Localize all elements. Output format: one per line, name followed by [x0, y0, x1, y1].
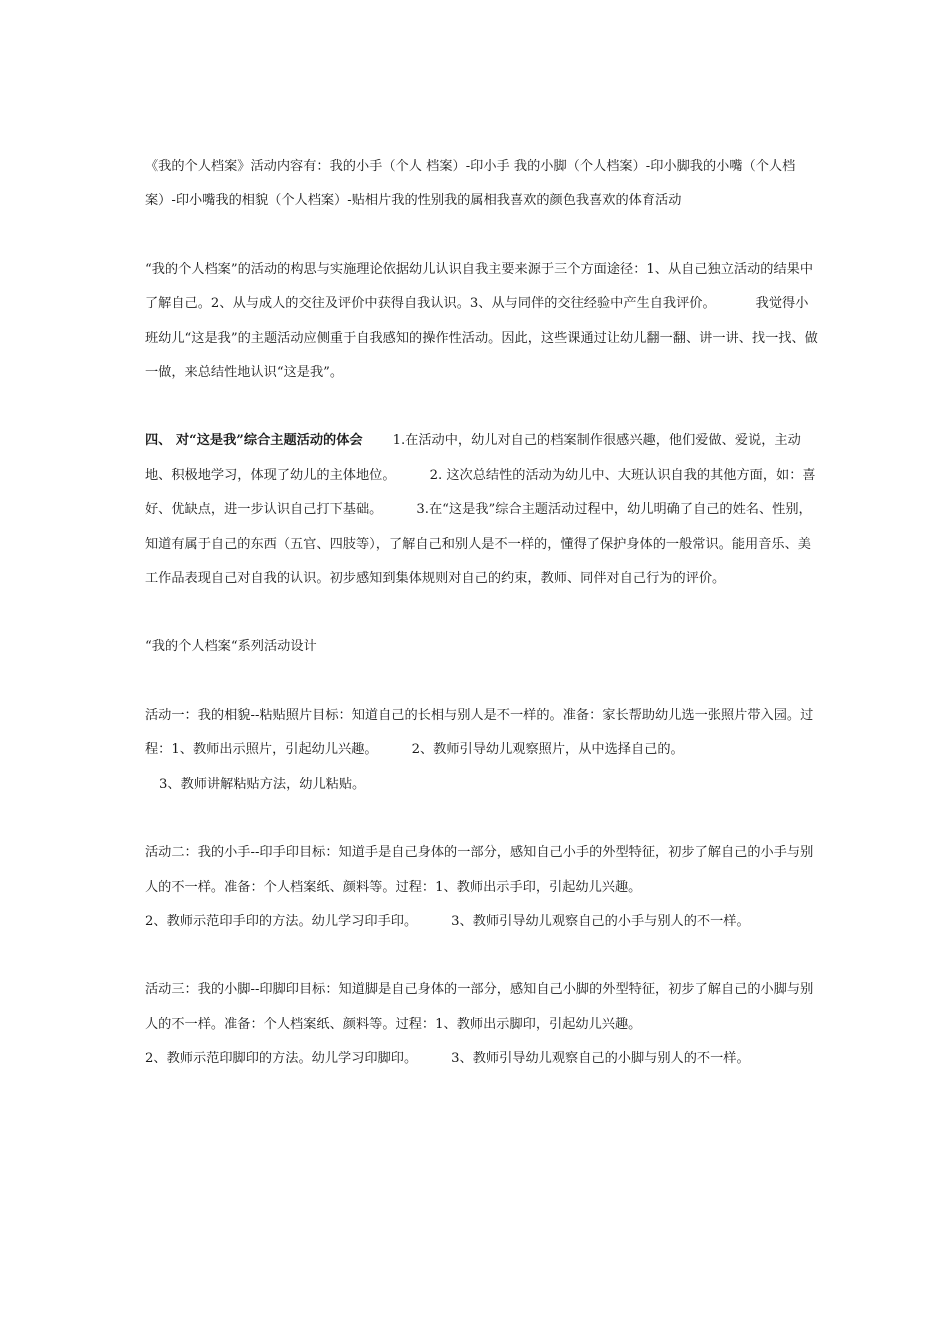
activity-2-step-3: 3、教师引导幼儿观察自己的小手与别人的不一样。 [451, 913, 750, 929]
reflection-point-1: 1.在活动中，幼儿对自己的档案制作很感兴趣，他们爱做、爱说，主动地、积极地学习，体现了幼儿的主体地位。 [145, 433, 801, 483]
activity-1-step-2: 2、教师引导幼儿观察照片，从中选择自己的。 [411, 742, 684, 758]
paragraph-activity-3 [145, 973, 820, 1076]
activity-contents-text: 《我的个人档案》活动内容有：我的小手（个人 档案）-印小手 我的小脚（个人档案）-印小脚我的小嘴（个人档案）-印小嘴我的相貌（个人档案）-贴相片我的性别我的属相我喜欢的颜色我喜欢的体育活动 [145, 159, 796, 209]
paragraph-activity-2 [145, 836, 820, 939]
series-title-text: “我的个人档案“系列活动设计 [145, 639, 317, 655]
activity-3-step-2: 2、教师示范印脚印的方法。幼儿学习印脚印。 [145, 1051, 418, 1067]
activity-3-text: 活动三：我的小脚--印脚印目标：知道脚是自己身体的一部分，感知自己小脚的外型特征，初步了解自己的小脚与别人的不一样。准备：个人档案纸、颜料等。过程：1、教师出示脚印，引起幼儿兴趣。 [145, 982, 814, 1032]
paragraph-series-title [145, 630, 820, 664]
activity-1-step-3: 3、教师讲解粘贴方法，幼儿粘贴。 [159, 776, 366, 792]
paragraph-reflections [145, 424, 820, 596]
reflection-point-2: 2. 这次总结性的活动为幼儿中、大班认识自我的其他方面，如：喜好、优缺点，进一步认识自己打下基础。 [145, 467, 816, 518]
theory-basis-text-2: 我觉得小班幼儿“这是我”的主题活动应侧重于自我感知的操作性活动。因此，这些课通过让幼儿翻一翻、讲一讲、找一找、做一做，来总结性地认识“这是我”。 [145, 296, 818, 381]
paragraph-activity-1 [145, 699, 820, 802]
reflection-point-3: 3.在“这是我”综合主题活动过程中，幼儿明确了自己的姓名、性别，知道有属于自己的东西（五官、四肢等），了解自己和别人是不一样的，懂得了保护身体的一般常识。能用音乐、美工作品表现自己对自我的认识。初步感知到集体规则对自己的约束，教师、同伴对自己行为的评价。 [145, 502, 812, 587]
activity-2-step-2: 2、教师示范印手印的方法。幼儿学习印手印。 [145, 913, 418, 929]
document-page [145, 150, 820, 1077]
paragraph-activity-contents [145, 150, 820, 219]
activity-1-text: 活动一：我的相貌--粘贴照片目标：知道自己的长相与别人是不一样的。准备：家长帮助幼儿选一张照片带入园。过程：1、教师出示照片，引起幼儿兴趣。 [145, 707, 814, 758]
activity-2-text: 活动二：我的小手--印手印目标：知道手是自己身体的一部分，感知自己小手的外型特征，初步了解自己的小手与别人的不一样。准备：个人档案纸、颜料等。过程：1、教师出示手印，引起幼儿兴趣。 [145, 845, 814, 895]
section-heading: 四、 对“这是我”综合主题活动的体会 [145, 433, 363, 449]
activity-3-step-3: 3、教师引导幼儿观察自己的小脚与别人的不一样。 [451, 1051, 750, 1067]
paragraph-theory-basis [145, 253, 820, 391]
theory-basis-text: “我的个人档案”的活动的构思与实施理论依据幼儿认识自我主要来源于三个方面途径：1、从自己独立活动的结果中了解自己。2、从与成人的交往及评价中获得自我认识。3、从与同伴的交往经验中产生自我评价。 [145, 261, 814, 312]
